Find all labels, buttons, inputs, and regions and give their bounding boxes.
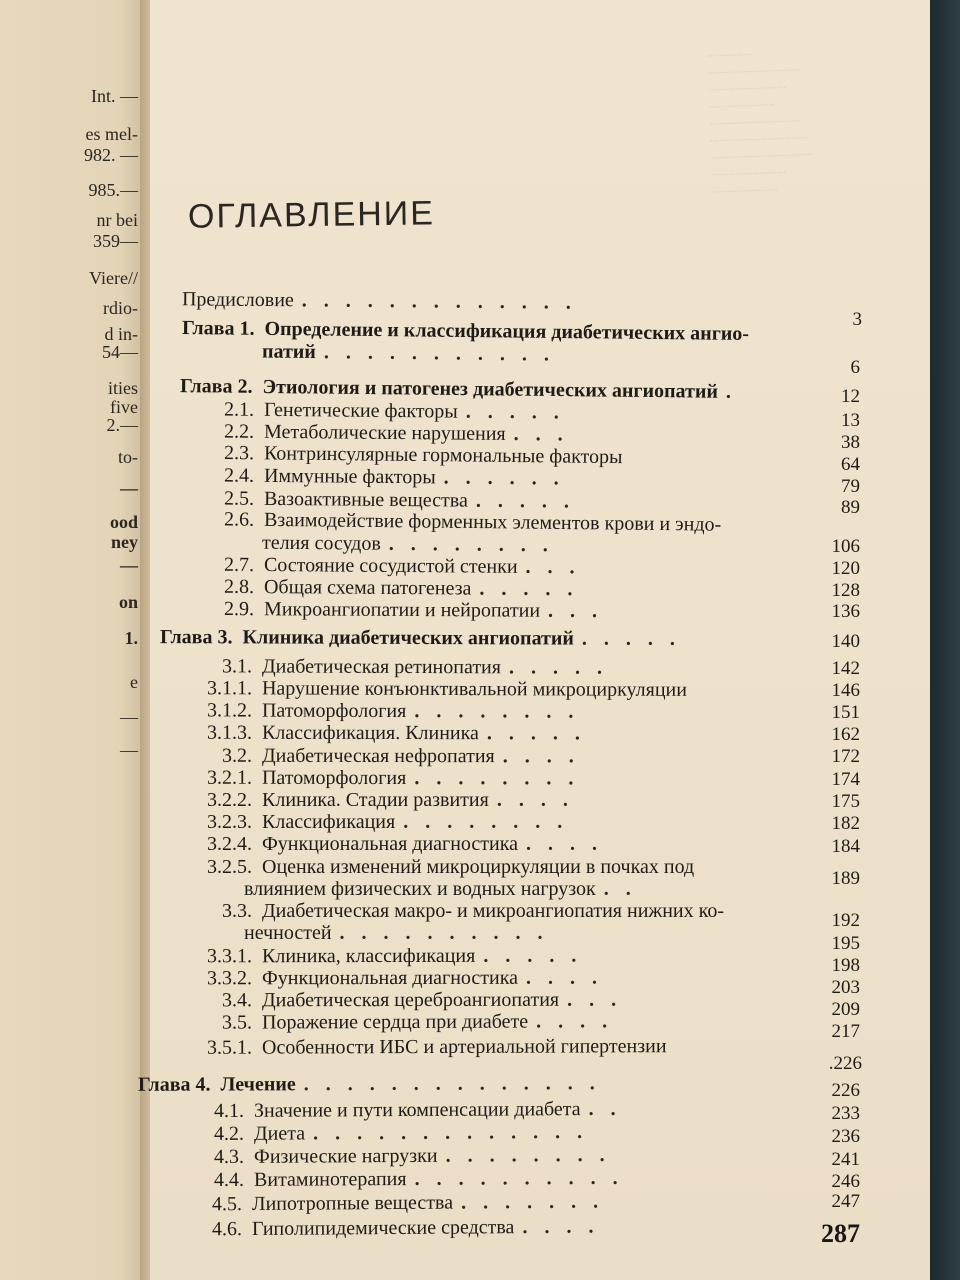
- leader-dots: . . . .: [502, 745, 580, 768]
- toc-entry: [262, 340, 555, 365]
- section-number: 3.1.3.: [206, 721, 253, 744]
- entry-title: Классификация. Клиника: [261, 721, 479, 745]
- toc-entry: [188, 789, 574, 811]
- leader-dots: . . . . . . . .: [414, 767, 580, 790]
- left-page-fragment: 359—: [93, 231, 138, 251]
- page-reference: .226: [828, 1053, 862, 1074]
- toc-entry: [186, 945, 582, 968]
- page-reference: 192: [831, 910, 860, 931]
- leader-dots: . . .: [548, 599, 604, 623]
- entry-title: патий: [261, 340, 317, 364]
- toc-entry: [192, 1216, 600, 1241]
- leader-dots: . . . . .: [479, 577, 579, 601]
- page-reference: 79: [841, 476, 860, 497]
- toc-entry: [186, 1035, 667, 1059]
- page-reference: 189: [831, 868, 860, 889]
- entry-title: Диета: [253, 1122, 306, 1145]
- left-page-fragment: 985.—: [88, 180, 138, 200]
- page-reference: 106: [831, 536, 860, 557]
- section-number: 3.2.4.: [207, 833, 252, 855]
- leader-dots: . . . . . . . .: [445, 1143, 611, 1167]
- left-page-fragment: rdio-: [103, 298, 138, 318]
- section-number: 3.3.: [222, 900, 252, 922]
- page-reference: 241: [831, 1149, 860, 1170]
- section-number: 4.3.: [213, 1145, 245, 1168]
- entry-title: Клиника диабетических ангиопатий: [242, 626, 574, 650]
- toc-entry: [188, 677, 687, 701]
- entry-title: Липотропные вещества: [251, 1191, 454, 1216]
- toc-entry: [196, 1144, 611, 1168]
- toc-entry: [182, 288, 577, 313]
- entry-title: Диабетическая ретинопатия: [261, 655, 502, 679]
- leader-dots: . . . . .: [475, 489, 575, 513]
- leader-dots: . . . . .: [465, 400, 565, 424]
- entry-title: Витаминотерапия: [253, 1168, 407, 1191]
- page-reference: 203: [831, 977, 860, 998]
- left-page-fragment: ood: [109, 512, 138, 532]
- section-number: 2.5.: [223, 487, 255, 510]
- show-through-line: ..........................: [707, 76, 787, 94]
- page-reference: 175: [831, 791, 860, 812]
- page-reference: 182: [831, 813, 860, 834]
- section-number: 2.6.: [223, 508, 255, 531]
- page-reference: 247: [831, 1191, 860, 1212]
- chapter-label: Глава 4.: [137, 1073, 211, 1096]
- left-page-fragment: Viere//: [89, 268, 138, 288]
- entry-title: Оценка изменений микроциркуляции в почках под: [262, 856, 695, 878]
- entry-title: Поражение сердца при диабете: [261, 1010, 529, 1034]
- section-number: 2.2.: [223, 420, 255, 443]
- entry-title: Особенности ИБС и артериальной гипертензии: [261, 1035, 667, 1059]
- page-reference: 12: [841, 386, 860, 407]
- left-page-fragment: to-: [118, 447, 138, 467]
- toc-entry: [138, 1072, 601, 1096]
- toc-entry: [188, 699, 579, 722]
- section-number: 3.5.1.: [206, 1036, 253, 1059]
- entry-title: телия сосудов: [261, 531, 381, 555]
- page-reference: 184: [831, 836, 860, 857]
- section-number: 2.3.: [223, 441, 255, 465]
- toc-entry: [244, 878, 637, 900]
- page-reference: 198: [831, 955, 860, 976]
- toc-entry: [218, 576, 579, 601]
- left-page-fragment: on: [118, 592, 138, 612]
- page-reference: 172: [831, 746, 860, 767]
- leader-dots: . . . . .: [483, 944, 583, 967]
- entry-title: Клиника, классификация: [261, 944, 476, 968]
- leader-dots: . . . .: [522, 1215, 600, 1239]
- section-number: 4.5.: [211, 1193, 243, 1216]
- left-page-fragment: e: [130, 672, 138, 692]
- page-reference: 162: [831, 724, 860, 745]
- toc-entry: [188, 811, 568, 833]
- leader-dots: . . . . . . .: [460, 1190, 605, 1214]
- section-number: 3.2.5.: [207, 856, 252, 878]
- leader-dots: . . . .: [526, 966, 604, 989]
- chapter-label: Глава 2.: [179, 375, 253, 398]
- page-reference: 140: [831, 631, 860, 652]
- left-page-fragment: Int. —: [91, 86, 138, 106]
- entry-title: Диабетическая цереброангиопатия: [261, 988, 560, 1012]
- section-number: 3.3.2.: [206, 967, 253, 990]
- page-number: 287: [821, 1219, 860, 1248]
- entry-title: Определение и классификация диабетических ангио-: [264, 317, 750, 345]
- toc-entry: [188, 722, 586, 745]
- entry-title: нечностей: [244, 922, 332, 944]
- leader-dots: . .: [588, 1097, 622, 1121]
- toc-entry: [244, 922, 549, 944]
- leader-dots: .: [725, 380, 738, 403]
- leader-dots: . . . . . . . . . . .: [323, 341, 555, 366]
- section-number: 3.2.1.: [206, 766, 253, 789]
- entry-title: влиянием физических и водных нагрузок: [244, 878, 596, 900]
- show-through-line: ......................: [708, 94, 775, 111]
- page-reference: 89: [841, 497, 860, 518]
- leader-dots: . . . . . . . . . . . . .: [313, 1120, 589, 1145]
- toc-entry: [188, 833, 603, 855]
- left-page-fragment: 2.—: [106, 415, 138, 435]
- page-title: ОГЛАВЛЕНИЕ: [187, 194, 436, 236]
- toc-entry: [200, 900, 724, 922]
- entry-title: Физические нагрузки: [253, 1144, 438, 1168]
- left-page-fragment: five: [110, 397, 138, 417]
- section-number: 2.7.: [223, 553, 255, 576]
- leader-dots: . . . . .: [581, 627, 681, 650]
- toc-entry: [198, 989, 622, 1012]
- leader-dots: . . . . . . . . . . . . .: [301, 289, 577, 314]
- page-reference: 226: [831, 1080, 860, 1101]
- toc-entry: [218, 464, 565, 489]
- entry-title: Этиология и патогенез диабетических ангиопатий: [262, 375, 719, 403]
- show-through-line: .................................: [709, 127, 810, 145]
- leader-dots: . . . .: [536, 1010, 614, 1033]
- left-page-fragment: —: [120, 478, 138, 498]
- page-reference: 3: [852, 309, 862, 330]
- entry-title: Патоморфология: [261, 699, 407, 723]
- page-reference: 151: [831, 702, 860, 723]
- section-number: 2.1.: [223, 398, 255, 421]
- section-number: 2.8.: [223, 575, 255, 598]
- section-number: 4.4.: [213, 1168, 245, 1192]
- entry-title: Состояние сосудистой стенки: [263, 554, 518, 578]
- section-number: 3.5.: [221, 1011, 253, 1034]
- page-reference: 146: [831, 680, 860, 701]
- toc-entry: [204, 745, 580, 768]
- left-page-fragment: ney: [111, 532, 138, 552]
- leader-dots: . . . . . . . . . .: [414, 1166, 624, 1190]
- toc-entry: [160, 626, 681, 650]
- leader-dots: . . . . . . . . . .: [339, 922, 549, 944]
- leader-dots: . . . . .: [508, 656, 609, 679]
- section-number: 3.1.: [221, 655, 253, 678]
- section-number: 4.1.: [213, 1099, 245, 1123]
- page-reference: 38: [841, 432, 860, 453]
- entry-title: Иммунные факторы: [263, 464, 436, 489]
- leader-dots: . . .: [525, 555, 581, 579]
- section-number: 3.3.1.: [206, 945, 253, 968]
- entry-title: Общая схема патогенеза: [263, 576, 472, 600]
- chapter-label: Глава 3.: [159, 626, 233, 649]
- leader-dots: . . . . . . . .: [388, 532, 554, 557]
- entry-title: Взаимодействие форменных элементов крови и эндо-: [263, 508, 722, 536]
- section-number: 2.4.: [223, 464, 255, 487]
- left-page-fragment: —: [120, 555, 138, 575]
- entry-title: Классификация: [262, 811, 396, 833]
- section-number: 3.1.2.: [206, 699, 253, 722]
- leader-dots: . . .: [513, 423, 569, 446]
- page-reference: 120: [831, 558, 860, 579]
- section-number: 3.2.3.: [207, 811, 252, 833]
- entry-title: Функциональная диагностика: [262, 833, 519, 855]
- leader-dots: . . . .: [496, 789, 574, 811]
- left-page-fragment: —: [120, 740, 138, 760]
- leader-dots: . . . .: [526, 833, 604, 855]
- section-number: 2.9.: [223, 598, 255, 621]
- page-reference: 136: [831, 601, 860, 622]
- section-number: 3.1.1.: [206, 677, 253, 700]
- page-reference: 13: [841, 410, 860, 431]
- left-page-fragment: 982. —: [84, 145, 138, 165]
- toc-entry: [216, 655, 608, 678]
- entry-title: Генетические факторы: [263, 398, 458, 423]
- toc-entry: [186, 967, 603, 990]
- show-through-line: ......................: [711, 179, 778, 196]
- entry-title: Лечение: [220, 1073, 296, 1096]
- entry-title: Гиполипидемические средства: [251, 1216, 515, 1241]
- leader-dots: . . . . . .: [443, 466, 565, 490]
- page-reference: 246: [831, 1171, 860, 1192]
- page-reference: 128: [831, 580, 860, 601]
- leader-dots: . . . . . . . .: [414, 700, 580, 723]
- page-reference: 195: [831, 933, 860, 954]
- page-reference: 233: [831, 1103, 860, 1124]
- show-through-line: .........................: [710, 161, 787, 179]
- toc-entry: [262, 532, 554, 557]
- leader-dots: . .: [603, 878, 637, 900]
- entry-title: Клиника. Стадии развития: [262, 789, 489, 811]
- page-reference: 142: [831, 658, 860, 679]
- left-page-fragment: 1.: [124, 628, 138, 648]
- leader-dots: . . . . . . . . . . . . . .: [303, 1072, 601, 1096]
- show-through-line: ...............: [706, 44, 753, 60]
- entry-title: Микроангиопатии и нейропатии: [263, 598, 541, 622]
- toc-entry: [198, 1010, 613, 1033]
- page-reference: 217: [831, 1021, 860, 1042]
- entry-title: Нарушение конъюнктивальной микроциркуляции: [261, 677, 688, 701]
- entry-title: Метаболические нарушения: [263, 420, 506, 445]
- left-page-fragment: 54—: [102, 342, 138, 362]
- entry-title: Функциональная диагностика: [261, 966, 519, 990]
- toc-entry: [194, 1191, 604, 1216]
- entry-title: Патоморфология: [261, 766, 407, 790]
- section-number: 3.2.2.: [207, 789, 252, 811]
- entry-title: Значение и пути компенсации диабета: [253, 1098, 581, 1122]
- left-page-fragment: es mel-: [85, 124, 138, 144]
- leader-dots: . . . . . . . .: [403, 811, 569, 833]
- page-reference: 209: [831, 999, 860, 1020]
- toc-entry: [196, 1121, 588, 1145]
- left-page-fragment: ities: [108, 378, 138, 398]
- section-number: 4.6.: [211, 1218, 243, 1241]
- leader-dots: . . .: [567, 988, 623, 1011]
- entry-title: Диабетическая макро- и микроангиопатия нижних ко-: [262, 900, 724, 922]
- toc-entry: [196, 1167, 624, 1191]
- page-reference: 64: [841, 454, 860, 475]
- left-page-fragment: —: [120, 707, 138, 727]
- section-number: 3.4.: [221, 989, 253, 1012]
- toc-entry: [218, 554, 581, 579]
- entry-title: Вазоактивные вещества: [263, 487, 468, 512]
- entry-title: Предисловие: [181, 288, 294, 312]
- toc-entry: [188, 767, 579, 790]
- show-through-line: ..................................: [710, 143, 813, 162]
- toc-entry: [218, 598, 603, 622]
- entry-title: Диабетическая нефропатия: [261, 744, 495, 768]
- chapter-label: Глава 1.: [181, 317, 255, 340]
- show-through-line: ...............................: [707, 59, 801, 77]
- section-number: 3.2.: [221, 744, 253, 767]
- page-reference: 6: [850, 357, 860, 378]
- toc-entry: [218, 398, 565, 423]
- page-reference: 236: [831, 1126, 860, 1147]
- section-number: 4.2.: [213, 1122, 245, 1145]
- leader-dots: . . . . .: [486, 722, 586, 745]
- entry-title: Контринсулярные гормональные факторы: [263, 442, 623, 469]
- left-page-fragment: nr bei: [96, 210, 138, 230]
- page-reference: 174: [831, 769, 860, 790]
- toc-entry: [196, 1098, 622, 1122]
- show-through-line: ..............................: [708, 110, 800, 128]
- toc-entry: [188, 856, 694, 878]
- left-page-fragment: d in-: [104, 324, 138, 344]
